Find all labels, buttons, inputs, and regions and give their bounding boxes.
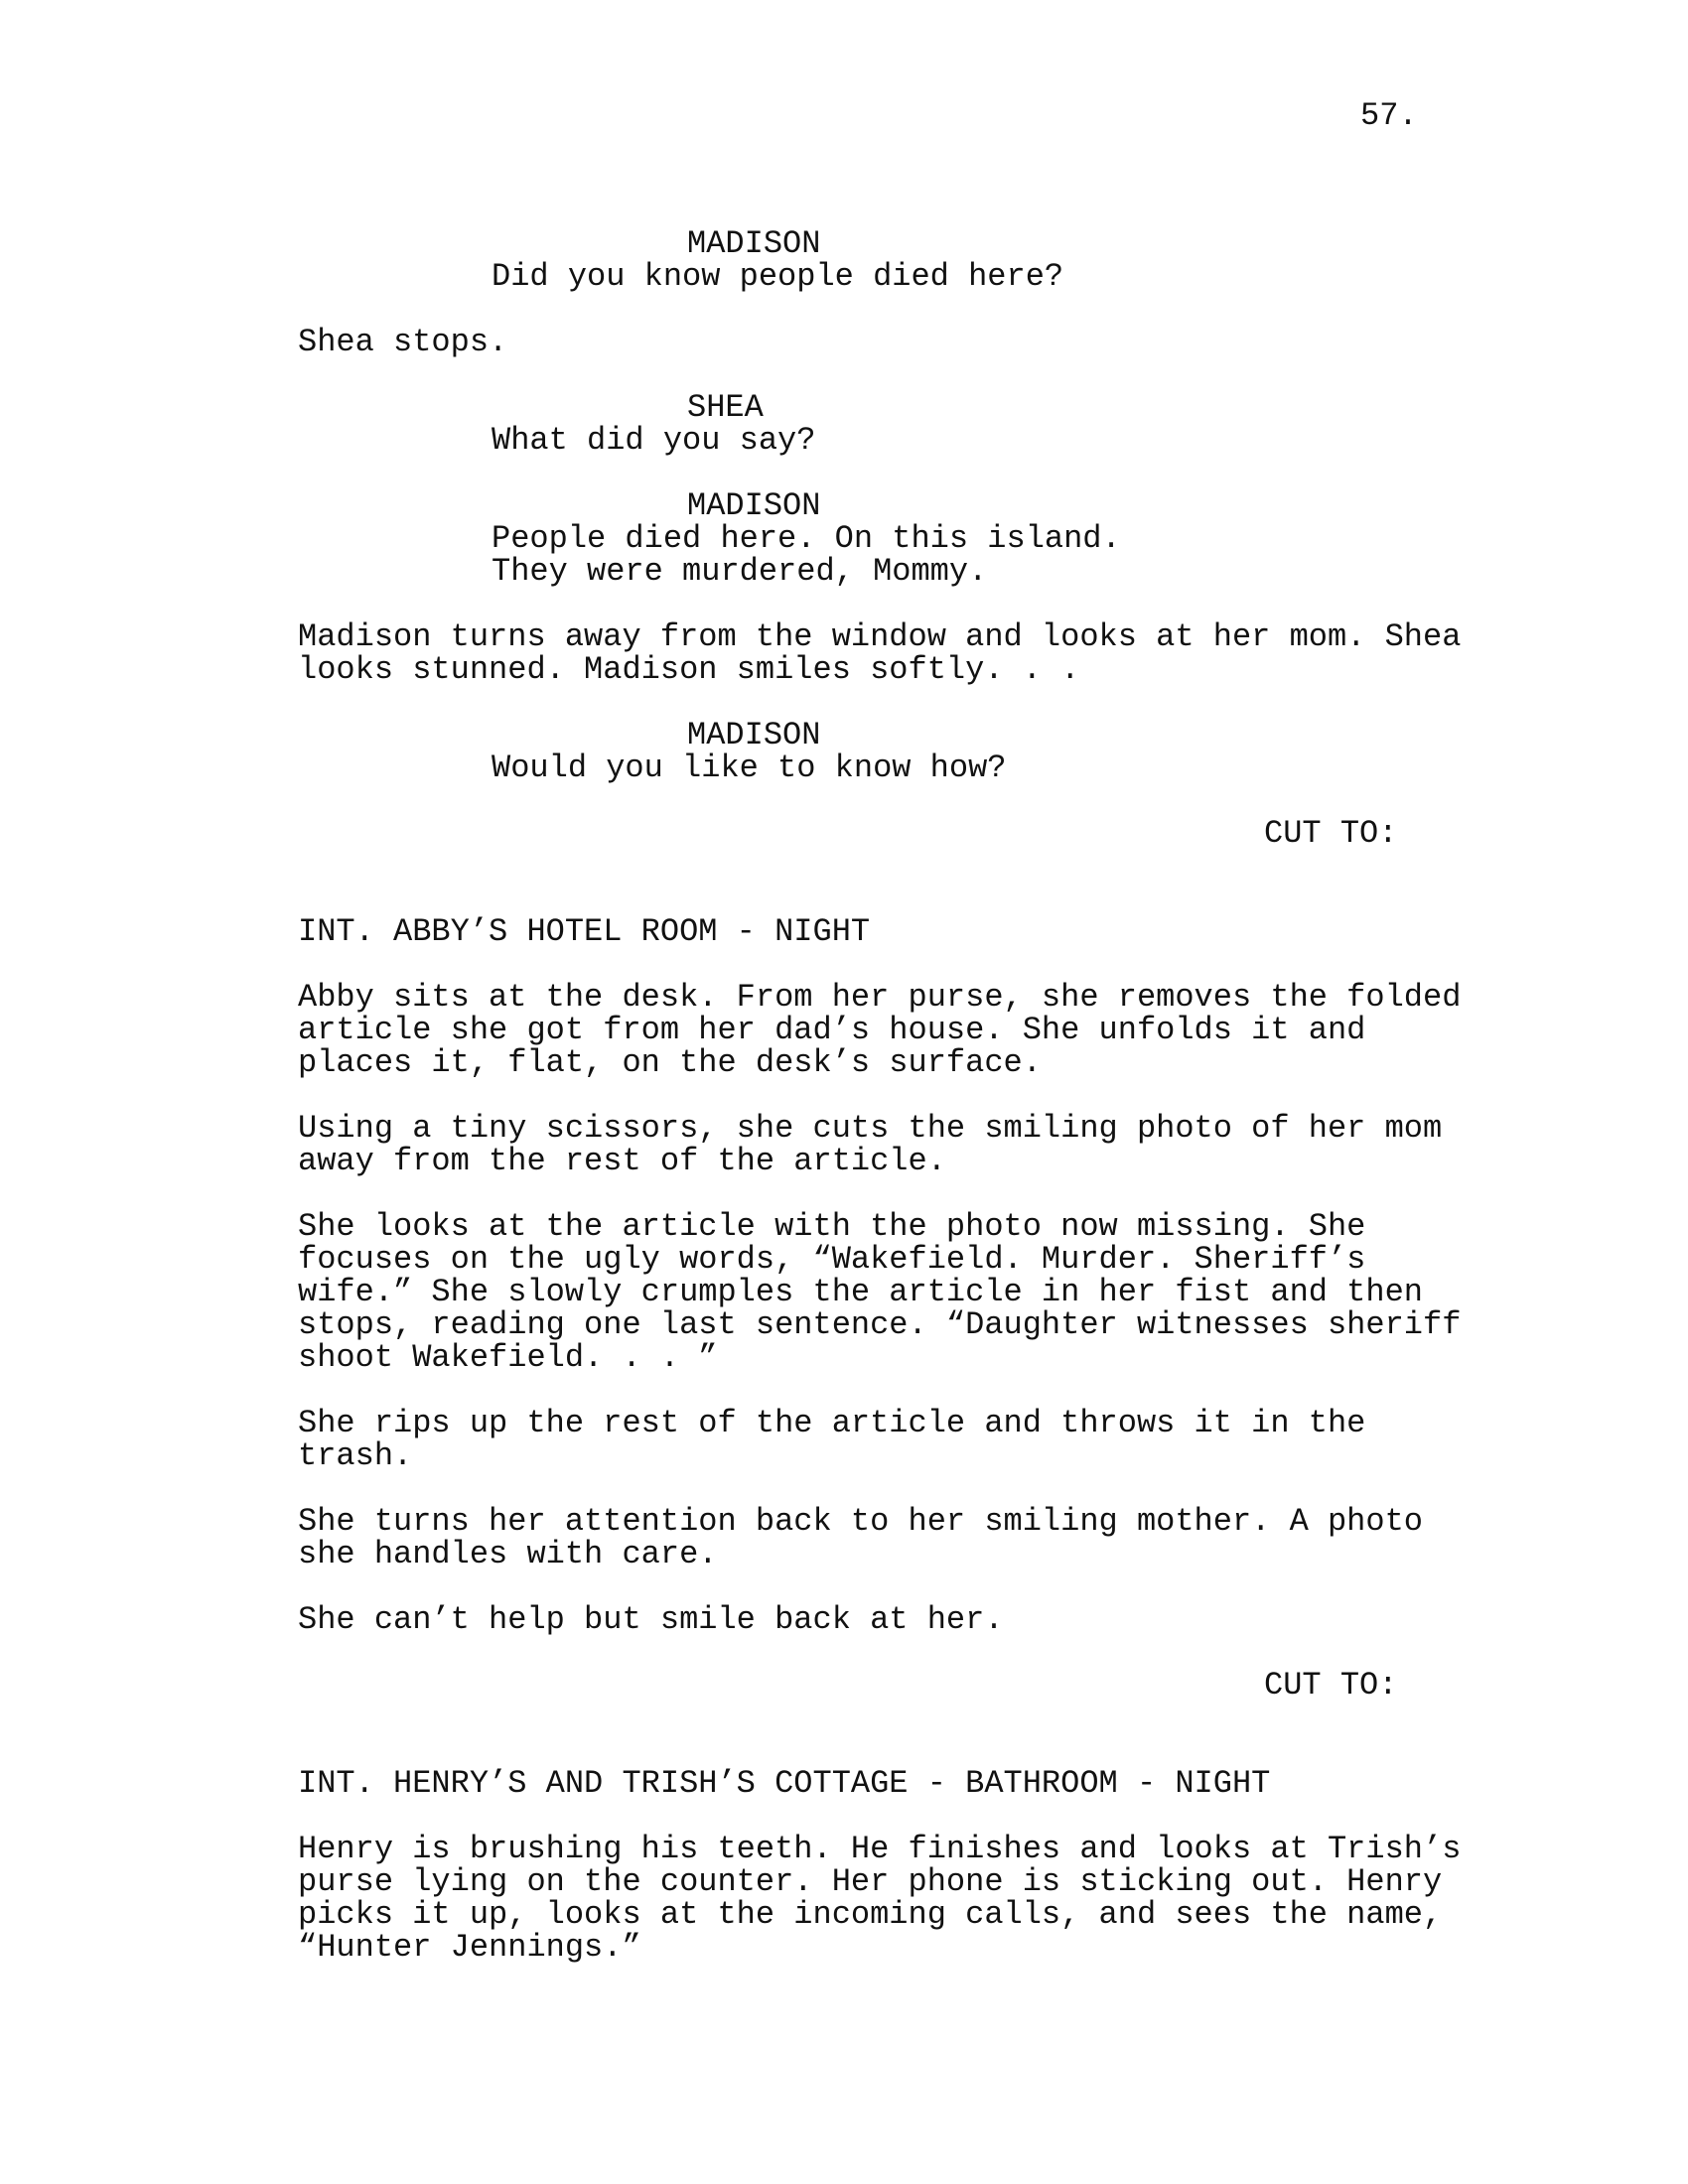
action-line: She turns her attention back to her smiling mother. A photo [298, 1503, 1423, 1540]
page-number: 57. [1360, 97, 1418, 134]
action-line: shoot Wakefield. . . ” [298, 1339, 718, 1376]
character-name: MADISON [687, 487, 821, 524]
dialogue-line: What did you say? [492, 422, 816, 459]
action-line: looks stunned. Madison smiles softly. . . [298, 651, 1080, 688]
action-line: away from the rest of the article. [298, 1143, 946, 1179]
action-line: Shea stops. [298, 324, 508, 360]
action-line: Madison turns away from the window and looks at her mom. Shea [298, 618, 1462, 655]
dialogue-line: They were murdered, Mommy. [492, 553, 988, 590]
action-line: trash. [298, 1437, 413, 1474]
action-line: She looks at the article with the photo now missing. She [298, 1208, 1366, 1245]
action-line: she handles with care. [298, 1536, 718, 1572]
action-line: purse lying on the counter. Her phone is sticking out. Henry [298, 1863, 1443, 1900]
action-line: She rips up the rest of the article and throws it in the [298, 1405, 1366, 1441]
character-name: MADISON [687, 225, 821, 262]
action-line: places it, flat, on the desk’s surface. [298, 1044, 1042, 1081]
character-name: SHEA [687, 389, 764, 426]
dialogue-line: People died here. On this island. [492, 520, 1121, 557]
transition: CUT TO: [1264, 1667, 1398, 1704]
dialogue-line: Did you know people died here? [492, 258, 1064, 295]
action-line: picks it up, looks at the incoming calls, and sees the name, [298, 1896, 1443, 1933]
transition: CUT TO: [1264, 815, 1398, 852]
action-line: stops, reading one last sentence. “Daughter witnesses sheriff [298, 1306, 1462, 1343]
action-line: wife.” She slowly crumples the article in her fist and then [298, 1274, 1423, 1310]
action-line: focuses on the ugly words, “Wakefield. Murder. Sheriff’s [298, 1241, 1366, 1278]
action-line: She can’t help but smile back at her. [298, 1601, 1004, 1638]
action-line: Using a tiny scissors, she cuts the smiling photo of her mom [298, 1110, 1443, 1147]
scene-heading: INT. ABBY’S HOTEL ROOM - NIGHT [298, 913, 871, 950]
action-line: Henry is brushing his teeth. He finishes and looks at Trish’s [298, 1831, 1462, 1867]
scene-heading: INT. HENRY’S AND TRISH’S COTTAGE - BATHROOM - NIGHT [298, 1765, 1271, 1802]
action-line: Abby sits at the desk. From her purse, she removes the folded [298, 979, 1462, 1016]
action-line: “Hunter Jennings.” [298, 1929, 641, 1966]
character-name: MADISON [687, 717, 821, 753]
action-line: article she got from her dad’s house. She unfolds it and [298, 1012, 1366, 1048]
dialogue-line: Would you like to know how? [492, 750, 1007, 786]
